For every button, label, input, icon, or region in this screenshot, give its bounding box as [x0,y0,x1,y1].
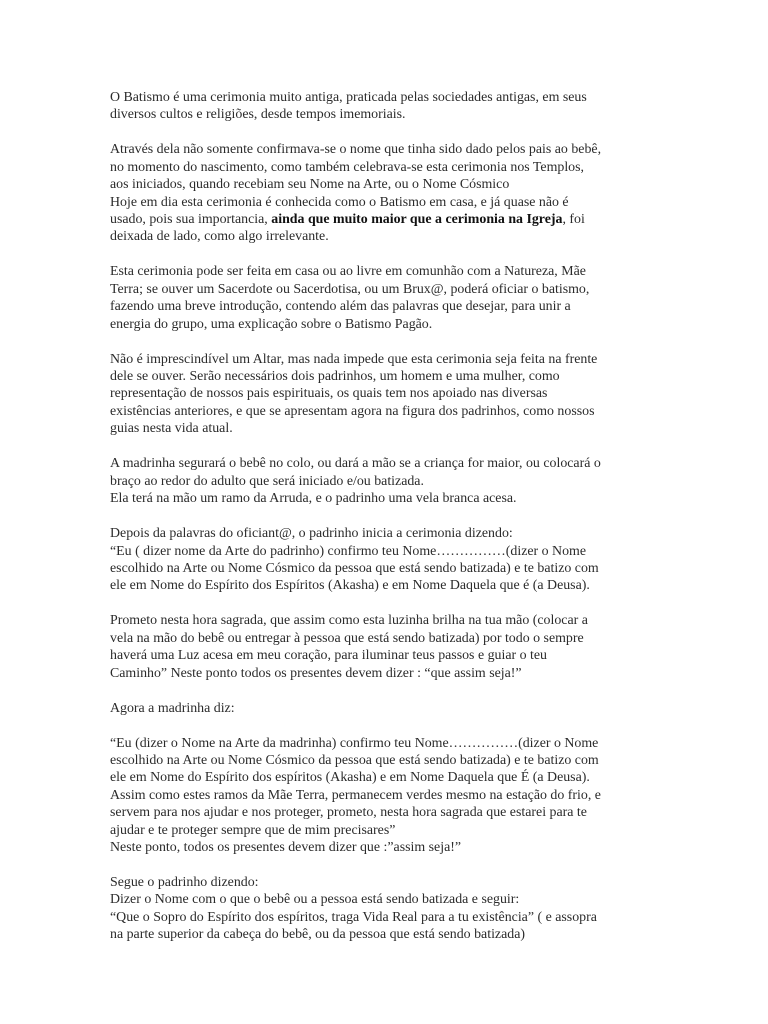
paragraph-5 [110,455,662,507]
text-line: guias nesta vida atual. [110,421,233,437]
bold-emphasis: ainda que muito maior que a cerimonia na Igreja [271,212,563,228]
text-line: energia do grupo, uma explicação sobre o Batismo Pagão. [110,316,433,332]
text-line: Dizer o Nome com o que o bebê ou a pessoa está sendo batizada e seguir: [110,892,520,908]
text-line: no momento do nascimento, como também celebrava-se esta cerimonia nos Templos, [110,159,585,175]
text-line: Assim como estes ramos da Mãe Terra, permanecem verdes mesmo na estação do frio, e [110,787,601,803]
text-fragment: , foi [562,212,585,228]
text-line: Esta cerimonia pode ser feita em casa ou ao livre em comunhão com a Natureza, Mãe [110,264,586,280]
paragraph-2 [110,141,662,245]
text-line: Agora a madrinha diz: [110,700,235,716]
paragraph-7 [110,612,662,682]
text-line: haverá uma Luz acesa em meu coração, para iluminar teus passos e guiar o teu [110,648,547,664]
paragraph-9 [110,735,662,857]
text-line: servem para nos ajudar e nos proteger, prometo, nesta hora sagrada que estarei para te [110,805,587,821]
text-line: fazendo uma breve introdução, contendo além das palavras que desejar, para unir a [110,299,571,315]
paragraph-10 [110,874,662,944]
text-line: ele em Nome do Espírito dos espíritos (Akasha) e em Nome Daquela que É (a Deusa). [110,770,590,786]
text-line: “Eu (dizer o Nome na Arte da madrinha) confirmo teu Nome……………(dizer o Nome [110,735,599,751]
text-line: Caminho” Neste ponto todos os presentes devem dizer : “que assim seja!” [110,665,522,681]
text-line: O Batismo é uma cerimonia muito antiga, praticada pelas sociedades antigas, em seus [110,90,587,105]
paragraph-8 [110,700,662,717]
paragraph-3 [110,263,662,333]
text-line: Através dela não somente confirmava-se o nome que tinha sido dado pelos pais ao bebê, [110,142,602,158]
text-line: Neste ponto, todos os presentes devem dizer que :”assim seja!” [110,839,462,855]
text-line: “Eu ( dizer nome da Arte do padrinho) confirmo teu Nome……………(dizer o Nome [110,543,586,559]
text-line: diversos cultos e religiões, desde tempos imemoriais. [110,107,406,123]
text-line: na parte superior da cabeça do bebê, ou da pessoa que está sendo batizada) [110,927,525,943]
paragraph-4 [110,351,662,438]
text-line: escolhido na Arte ou Nome Cósmico da pessoa que está sendo batizada) e te batizo com [110,752,599,768]
text-line: Ela terá na mão um ramo da Arruda, e o padrinho uma vela branca acesa. [110,491,517,507]
text-line: existências anteriores, e que se apresentam agora na figura dos padrinhos, como nossos [110,403,595,419]
paragraph-1 [110,89,662,124]
text-line: escolhido na Arte ou Nome Cósmico da pessoa que está sendo batizada) e te batizo com [110,560,599,576]
text-line: A madrinha segurará o bebê no colo, ou dará a mão se a criança for maior, ou colocará o [110,456,601,472]
text-line: aos iniciados, quando recebiam seu Nome na Arte, ou o Nome Cósmico [110,177,510,193]
text-line: vela na mão do bebê ou entregar à pessoa que está sendo batizada) por todo o sempre [110,630,584,646]
text-line: dele se ouver. Serão necessários dois padrinhos, um homem e uma mulher, como [110,369,560,385]
text-line-with-emphasis [110,211,662,228]
paragraph-6 [110,525,662,595]
text-line: Depois da palavras do oficiant@, o padrinho inicia a cerimonia dizendo: [110,526,513,542]
text-line: braço ao redor do adulto que será iniciado e/ou batizada. [110,473,424,489]
text-line: Hoje em dia esta cerimonia é conhecida como o Batismo em casa, e já quase não é [110,194,569,210]
text-line: ajudar e te proteger sempre que de mim precisares” [110,822,396,838]
text-fragment: usado, pois sua importancia, [110,212,272,228]
text-line: Terra; se ouver um Sacerdote ou Sacerdotisa, ou um Brux@, poderá oficiar o batismo, [110,281,590,297]
text-line: Não é imprescindível um Altar, mas nada impede que esta cerimonia seja feita na frente [110,351,598,367]
text-line: Segue o padrinho dizendo: [110,874,259,890]
text-line: representação de nossos pais espirituais, os quais tem nos apoiado nas diversas [110,386,548,402]
text-line: Prometo nesta hora sagrada, que assim como esta luzinha brilha na tua mão (colocar a [110,613,588,629]
text-line: ele em Nome do Espírito dos Espíritos (Akasha) e em Nome Daquela que é (a Deusa). [110,578,590,594]
text-line: deixada de lado, como algo irrelevante. [110,229,329,245]
document-page [110,89,662,944]
text-line: “Que o Sopro do Espírito dos espíritos, traga Vida Real para a tu existência” ( e assopra [110,909,597,925]
